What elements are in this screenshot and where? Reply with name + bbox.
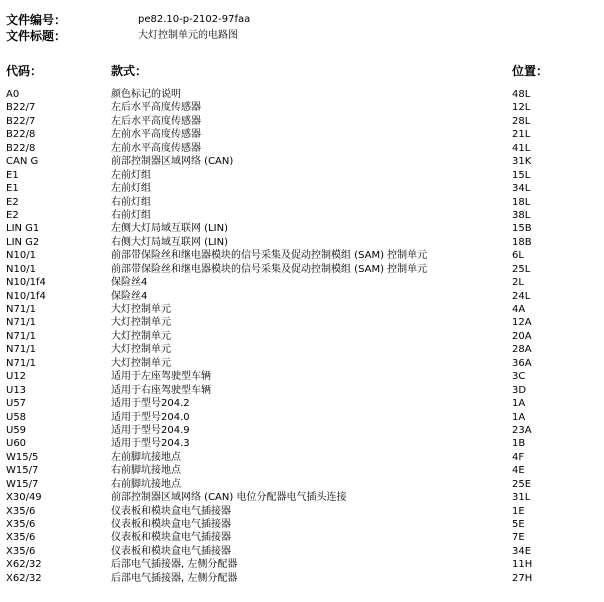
component-description: 适用于型号204.3 <box>111 438 190 450</box>
component-code: U58 <box>6 411 27 423</box>
component-code: W15/7 <box>6 478 39 490</box>
component-table <box>0 88 604 585</box>
component-code: X35/6 <box>6 505 36 517</box>
component-description: 大灯控制单元 <box>111 304 171 315</box>
component-description: 保险丝4 <box>111 290 148 302</box>
component-code: LIN G2 <box>6 236 40 248</box>
component-code: N10/1 <box>6 250 36 262</box>
component-code: N10/1f4 <box>6 290 46 302</box>
table-row <box>0 263 604 276</box>
component-code: N10/1f4 <box>6 277 46 289</box>
table-row <box>0 115 604 128</box>
component-position: 3D <box>512 384 527 396</box>
component-description: 右侧大灯局域互联网 (LIN) <box>111 236 228 248</box>
component-code: E1 <box>6 169 19 181</box>
component-position: 25E <box>512 478 532 490</box>
component-position: 25L <box>512 263 531 275</box>
component-position: 12A <box>512 317 532 329</box>
component-position: 12L <box>512 102 531 114</box>
component-description: 适用于左座驾驶型车辆 <box>111 371 211 383</box>
table-row <box>0 437 604 450</box>
component-position: 7E <box>512 532 525 544</box>
table-row <box>0 169 604 182</box>
table-row <box>0 384 604 397</box>
component-description: 前部控制器区域网络 (CAN) <box>111 156 234 168</box>
component-position: 18L <box>512 196 531 208</box>
component-position: 5E <box>512 519 525 530</box>
column-header-description: 款式： <box>111 64 148 78</box>
component-description: 大灯控制单元 <box>111 317 171 329</box>
component-description: 左前水平高度传感器 <box>111 142 201 154</box>
component-description: 右前灯组 <box>111 196 151 208</box>
component-position: 41L <box>512 142 531 154</box>
component-description: 适用于型号204.9 <box>111 424 190 436</box>
table-row <box>0 505 604 518</box>
component-description: 适用于型号204.0 <box>111 411 190 423</box>
component-code: E2 <box>6 196 19 208</box>
component-code: N71/1 <box>6 344 36 356</box>
component-position: 18B <box>512 236 532 248</box>
component-position: 34E <box>512 545 532 557</box>
component-position: 28L <box>512 115 531 127</box>
component-description: 左前灯组 <box>111 183 151 195</box>
component-description: 左前脚坑接地点 <box>111 451 181 463</box>
component-description: 左后水平高度传感器 <box>111 115 201 127</box>
component-description: 大灯控制单元 <box>111 357 171 369</box>
component-code: N71/1 <box>6 317 36 329</box>
component-position: 1B <box>512 438 526 450</box>
component-description: 后部电气插接器, 左侧分配器 <box>111 559 238 571</box>
table-row <box>0 531 604 544</box>
component-position: 31K <box>512 156 532 168</box>
component-description: 仪表板和模块盒电气插接器 <box>111 545 231 557</box>
component-code: N71/1 <box>6 330 36 342</box>
component-position: 21L <box>512 129 531 141</box>
table-row <box>0 464 604 477</box>
component-position: 1A <box>512 411 526 423</box>
component-position: 15L <box>512 169 531 181</box>
component-code: E2 <box>6 209 19 221</box>
table-row <box>0 276 604 289</box>
component-position: 24L <box>512 290 531 302</box>
table-row <box>0 451 604 464</box>
table-row <box>0 128 604 141</box>
component-description: 适用于右座驾驶型车辆 <box>111 384 211 396</box>
component-description: 后部电气插接器, 左侧分配器 <box>111 572 238 584</box>
table-row <box>0 411 604 424</box>
component-description: 左侧大灯局域互联网 (LIN) <box>111 223 228 235</box>
component-description: 大灯控制单元 <box>111 344 171 356</box>
component-position: 38L <box>512 209 531 221</box>
component-position: 4A <box>512 304 526 315</box>
component-position: 34L <box>512 183 531 195</box>
table-row <box>0 303 604 316</box>
component-code: A0 <box>6 89 20 100</box>
component-code: N71/1 <box>6 357 36 369</box>
column-header-position: 位置： <box>512 64 549 78</box>
component-code: U12 <box>6 371 27 383</box>
file-title-label: 文件标题： <box>6 29 67 43</box>
component-description: 保险丝4 <box>111 277 148 289</box>
table-row <box>0 572 604 585</box>
component-description: 大灯控制单元 <box>111 330 171 342</box>
component-code: E1 <box>6 183 19 195</box>
component-code: LIN G1 <box>6 223 40 235</box>
component-description: 仪表板和模块盒电气插接器 <box>111 519 231 530</box>
component-position: 2L <box>512 277 524 289</box>
component-description: 左前水平高度传感器 <box>111 129 201 141</box>
component-position: 11H <box>512 559 533 571</box>
component-code: N10/1 <box>6 263 36 275</box>
table-row <box>0 343 604 356</box>
column-header-code: 代码： <box>6 64 43 78</box>
table-row <box>0 155 604 168</box>
table-row <box>0 491 604 504</box>
table-row <box>0 330 604 343</box>
table-row <box>0 209 604 222</box>
component-description: 仪表板和模块盒电气插接器 <box>111 532 231 544</box>
component-description: 右前脚坑接地点 <box>111 465 181 477</box>
component-code: B22/8 <box>6 142 36 154</box>
table-row <box>0 290 604 303</box>
component-code: B22/8 <box>6 129 36 141</box>
table-row <box>0 424 604 437</box>
component-code: X35/6 <box>6 532 36 544</box>
table-row <box>0 518 604 531</box>
component-code: B22/7 <box>6 115 36 127</box>
component-description: 右前灯组 <box>111 209 151 221</box>
component-position: 31L <box>512 492 531 504</box>
component-position: 3C <box>512 371 526 383</box>
component-code: X35/6 <box>6 519 36 530</box>
table-row <box>0 478 604 491</box>
table-row <box>0 101 604 114</box>
component-position: 28A <box>512 344 532 356</box>
table-row <box>0 357 604 370</box>
component-position: 48L <box>512 89 531 100</box>
component-position: 6L <box>512 250 524 262</box>
table-row <box>0 249 604 262</box>
component-position: 23A <box>512 424 532 436</box>
file-number-label: 文件编号： <box>6 13 67 27</box>
component-description: 左后水平高度传感器 <box>111 102 201 114</box>
table-row <box>0 142 604 155</box>
table-row <box>0 545 604 558</box>
component-description: 前部带保险丝和继电器模块的信号采集及促动控制模组 (SAM) 控制单元 <box>111 250 428 262</box>
component-position: 27H <box>512 572 533 584</box>
component-code: U60 <box>6 438 27 450</box>
table-row <box>0 236 604 249</box>
component-position: 4F <box>512 451 525 463</box>
table-row <box>0 196 604 209</box>
table-row <box>0 88 604 101</box>
component-code: X35/6 <box>6 545 36 557</box>
component-position: 15B <box>512 223 532 235</box>
file-title-value: 大灯控制单元的电路图 <box>138 30 238 41</box>
table-row <box>0 397 604 410</box>
component-code: CAN G <box>6 156 39 168</box>
component-position: 1E <box>512 505 525 517</box>
file-number-value: pe82.10-p-2102-97faa <box>138 14 251 25</box>
component-description: 颜色标记的说明 <box>111 89 181 100</box>
table-row <box>0 316 604 329</box>
component-description: 右前脚坑接地点 <box>111 478 181 490</box>
table-row <box>0 370 604 383</box>
component-code: X62/32 <box>6 559 42 571</box>
component-position: 36A <box>512 357 532 369</box>
component-code: W15/5 <box>6 451 39 463</box>
component-code: X30/49 <box>6 492 42 504</box>
component-code: W15/7 <box>6 465 39 477</box>
component-code: U13 <box>6 384 27 396</box>
table-row <box>0 182 604 195</box>
component-position: 20A <box>512 330 532 342</box>
component-code: N71/1 <box>6 304 36 315</box>
component-code: X62/32 <box>6 572 42 584</box>
component-code: B22/7 <box>6 102 36 114</box>
component-code: U57 <box>6 398 27 410</box>
component-description: 适用于型号204.2 <box>111 398 190 410</box>
component-description: 前部带保险丝和继电器模块的信号采集及促动控制模组 (SAM) 控制单元 <box>111 263 428 275</box>
component-code: U59 <box>6 424 27 436</box>
table-row <box>0 222 604 235</box>
component-description: 左前灯组 <box>111 169 151 181</box>
component-description: 前部控制器区域网络 (CAN) 电位分配器电气插头连接 <box>111 492 347 504</box>
component-description: 仪表板和模块盒电气插接器 <box>111 505 231 517</box>
component-position: 4E <box>512 465 525 477</box>
table-row <box>0 558 604 571</box>
component-position: 1A <box>512 398 526 410</box>
